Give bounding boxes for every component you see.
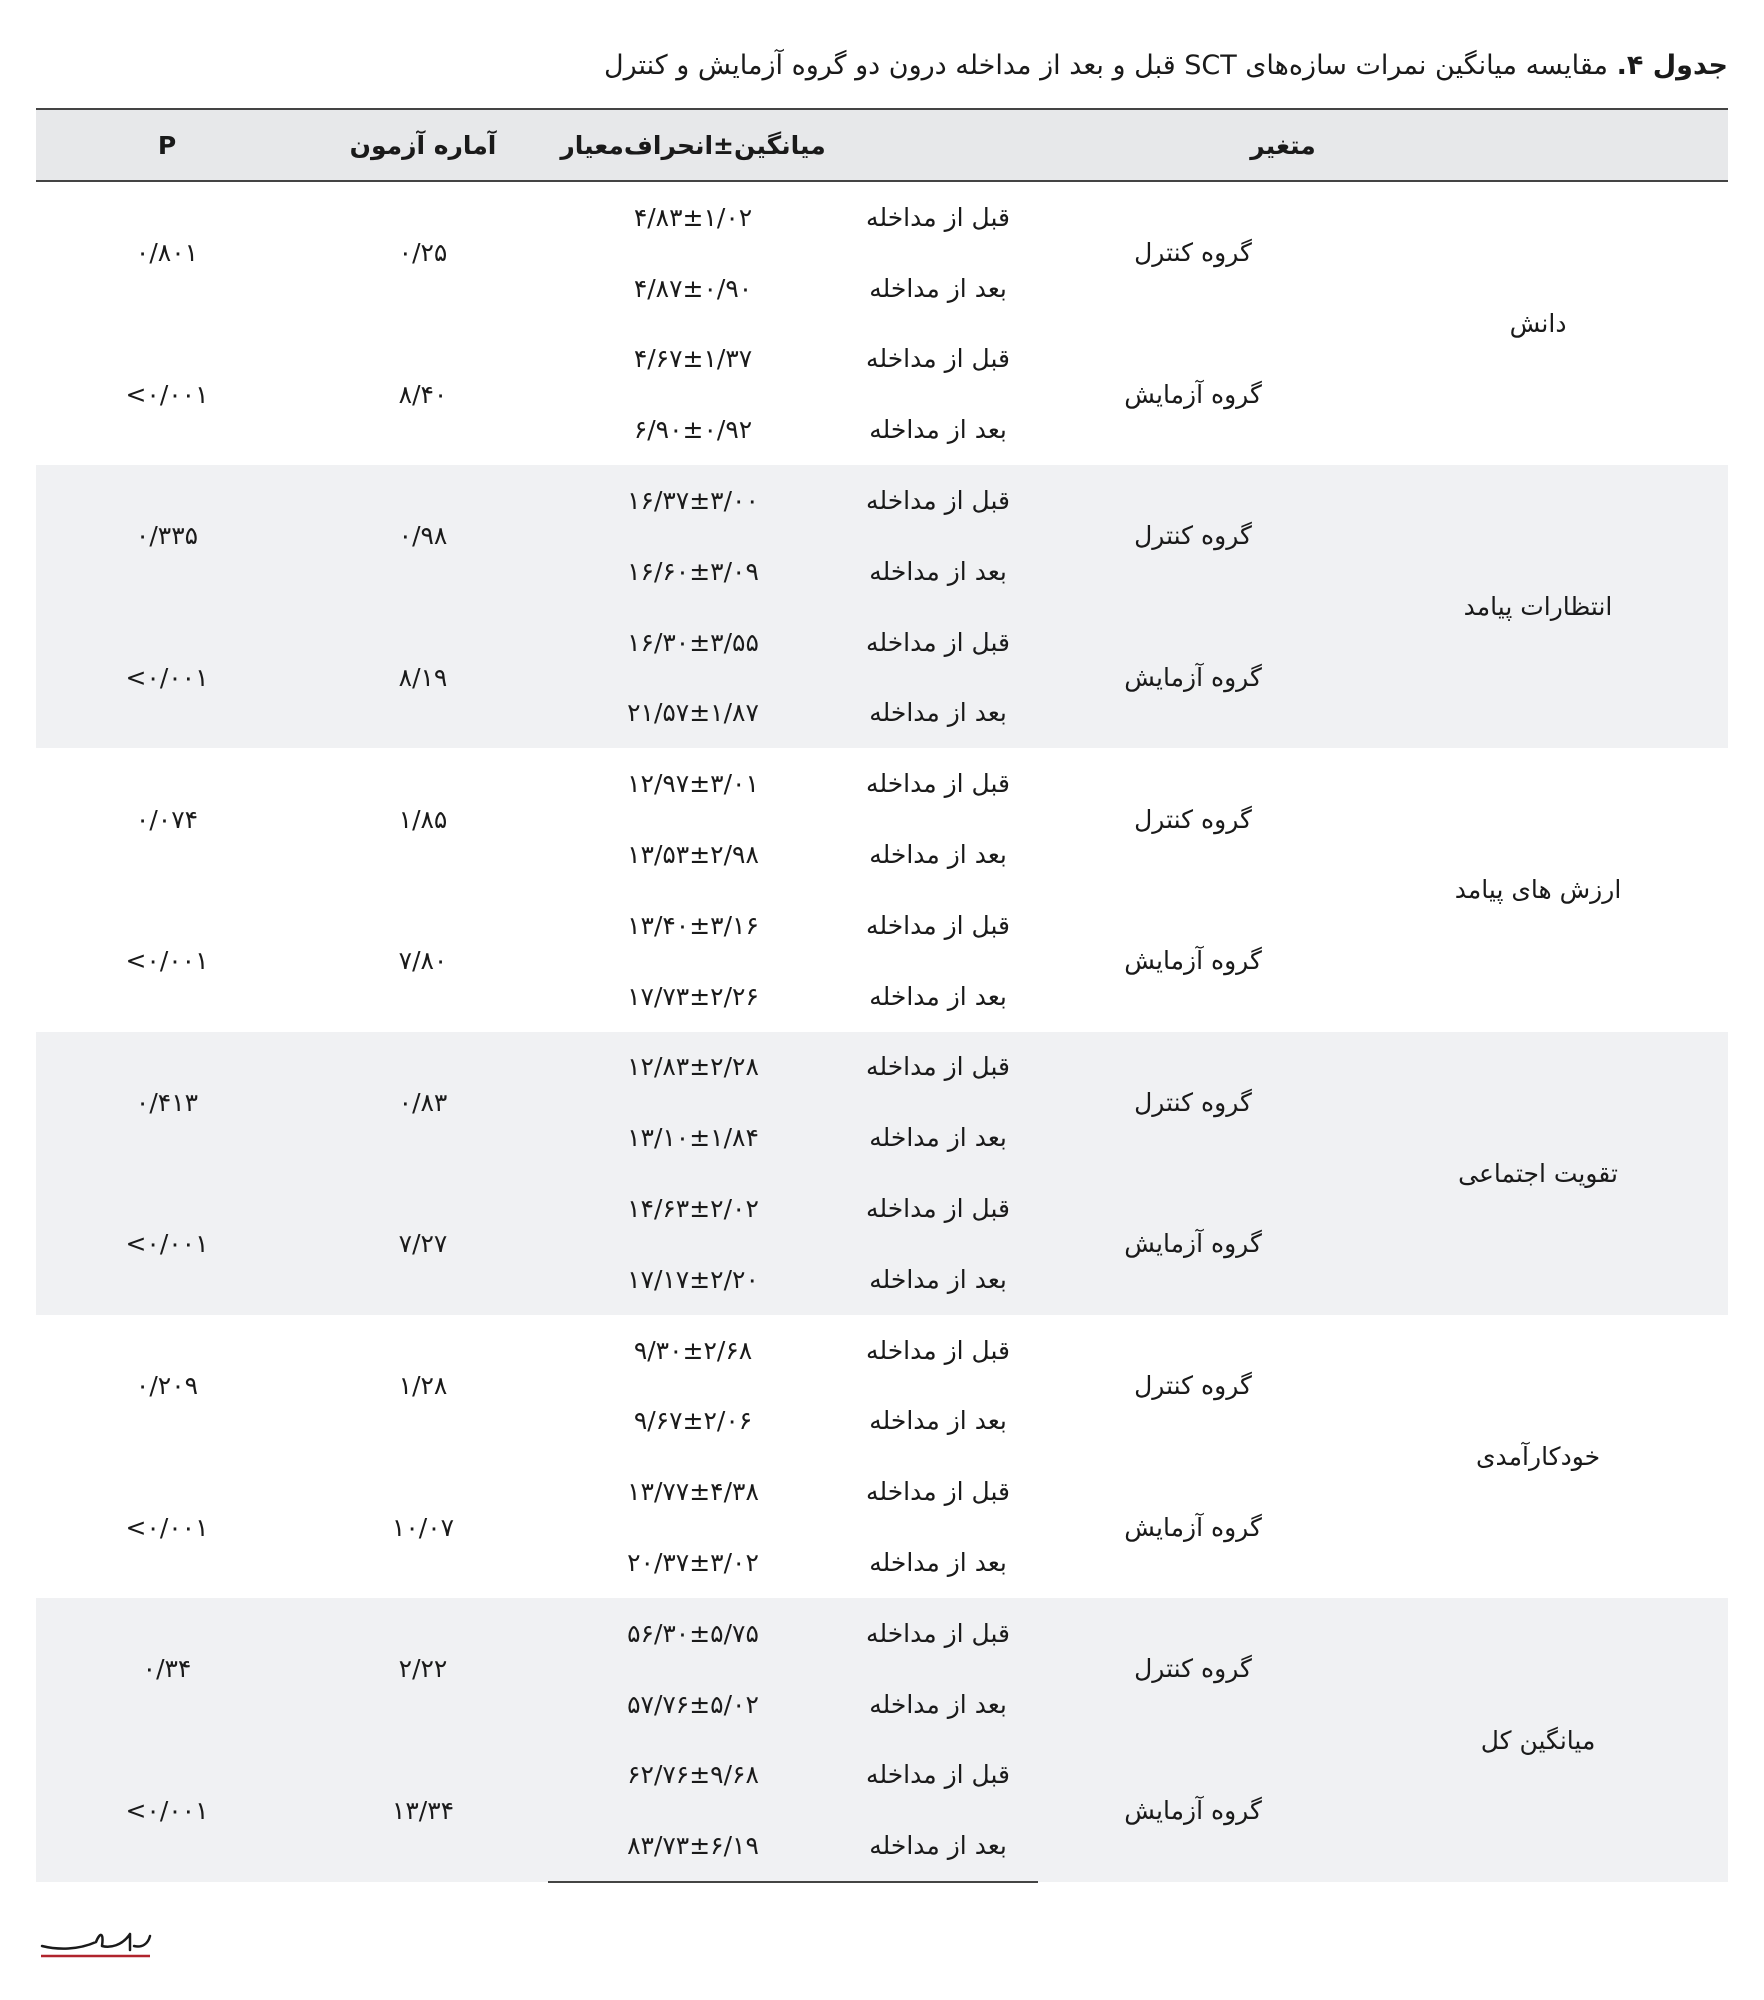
mean-sd-text: ۱۶/۶۰±۳/۰۹ bbox=[627, 556, 759, 586]
phase-label: بعد از مداخله bbox=[869, 415, 1007, 445]
table-row bbox=[36, 1032, 1728, 1103]
mean-sd-value bbox=[548, 1315, 838, 1386]
test-statistic: ۱۳/۳۴ bbox=[298, 1740, 548, 1883]
table-header-row bbox=[36, 109, 1728, 181]
p-value bbox=[36, 1456, 298, 1598]
test-statistic: ۱۰/۰۷ bbox=[391, 1512, 455, 1542]
p-value bbox=[36, 1315, 298, 1457]
phase-label: قبل از مداخله bbox=[866, 202, 1010, 232]
mean-sd-value bbox=[548, 890, 838, 961]
phase-label: قبل از مداخله bbox=[866, 769, 1010, 799]
p-value bbox=[36, 1740, 298, 1883]
p-value bbox=[36, 181, 298, 324]
variable-name: میانگین کل bbox=[1348, 1598, 1728, 1882]
group-name: گروه کنترل bbox=[1134, 238, 1252, 268]
phase-label: قبل از مداخله bbox=[838, 1598, 1038, 1669]
phase-label: بعد از مداخله bbox=[838, 536, 1038, 607]
phase-label: قبل از مداخله bbox=[866, 344, 1010, 374]
variable-name: خودکارآمدی bbox=[1475, 1441, 1601, 1471]
phase-label: بعد از مداخله bbox=[869, 981, 1007, 1011]
p-value-text: <۰/۰۰۱ bbox=[125, 1796, 209, 1826]
variable-name: انتظارات پیامد bbox=[1348, 465, 1728, 748]
group-name: گروه آزمایش bbox=[1038, 1740, 1348, 1883]
group-name: گروه آزمایش bbox=[1124, 946, 1262, 976]
phase-label: قبل از مداخله bbox=[838, 465, 1038, 536]
mean-sd-text: ۵۷/۷۶±۵/۰۲ bbox=[627, 1689, 759, 1719]
phase-label: قبل از مداخله bbox=[838, 1173, 1038, 1244]
mean-sd-value bbox=[548, 1740, 838, 1811]
header-test-stat: آماره آزمون bbox=[298, 109, 548, 181]
p-value bbox=[36, 1173, 298, 1315]
group-name: گروه آزمایش bbox=[1038, 1173, 1348, 1315]
p-value-text: ۰/۲۰۹ bbox=[135, 1371, 199, 1401]
salmand-journal-logo bbox=[38, 1916, 158, 1966]
p-value-text: ۰/۳۳۵ bbox=[135, 521, 199, 551]
test-statistic: ۸/۴۰ bbox=[398, 379, 448, 409]
mean-sd-value bbox=[548, 536, 838, 607]
p-value-text: <۰/۰۰۱ bbox=[125, 946, 209, 976]
test-statistic: ۰/۲۵ bbox=[398, 238, 448, 268]
mean-sd-text: ۱۶/۳۷±۳/۰۰ bbox=[627, 486, 759, 516]
test-statistic: ۰/۹۸ bbox=[298, 465, 548, 607]
results-table bbox=[36, 108, 1728, 1883]
phase-label: قبل از مداخله bbox=[838, 1740, 1038, 1811]
mean-sd-text: ۱۳/۷۷±۴/۳۸ bbox=[627, 1477, 759, 1507]
group-name: گروه کنترل bbox=[1038, 1032, 1348, 1174]
phase-label: بعد از مداخله bbox=[838, 1102, 1038, 1173]
header-p: P bbox=[36, 109, 298, 181]
caption-text: مقایسه میانگین نمرات سازه‌های SCT قبل و بعد از مداخله درون دو گروه آزمایش و کنترل bbox=[603, 50, 1617, 81]
p-value-text: <۰/۰۰۱ bbox=[125, 1229, 209, 1259]
phase-label: بعد از مداخله bbox=[869, 1548, 1007, 1578]
mean-sd-text: ۶۲/۷۶±۹/۶۸ bbox=[627, 1760, 759, 1790]
phase-label: بعد از مداخله bbox=[838, 678, 1038, 749]
phase-label: بعد از مداخله bbox=[869, 1406, 1007, 1436]
test-statistic: ۲/۲۲ bbox=[298, 1598, 548, 1740]
mean-sd-value bbox=[548, 1032, 838, 1103]
mean-sd-text: ۴/۸۷±۰/۹۰ bbox=[633, 273, 753, 303]
mean-sd-text: ۱۳/۴۰±۳/۱۶ bbox=[627, 910, 759, 940]
mean-sd-value bbox=[548, 181, 838, 253]
mean-sd-value bbox=[548, 748, 838, 819]
p-value bbox=[36, 465, 298, 607]
table-row bbox=[36, 748, 1728, 819]
mean-sd-value bbox=[548, 1173, 838, 1244]
phase-label: قبل از مداخله bbox=[866, 1335, 1010, 1365]
p-value-text: ۰/۸۰۱ bbox=[135, 238, 199, 268]
group-name: گروه کنترل bbox=[1038, 1598, 1348, 1740]
group-name: گروه آزمایش bbox=[1124, 379, 1262, 409]
mean-sd-value bbox=[548, 1244, 838, 1315]
variable-name: ارزش های پیامد bbox=[1454, 875, 1622, 905]
table-row bbox=[36, 1598, 1728, 1669]
phase-label: بعد از مداخله bbox=[869, 840, 1007, 870]
p-value bbox=[36, 890, 298, 1032]
table-caption bbox=[36, 44, 1728, 88]
table-row bbox=[36, 465, 1728, 536]
group-name: گروه کنترل bbox=[1134, 1371, 1252, 1401]
p-value bbox=[36, 1032, 298, 1174]
p-value-text: ۰/۰۷۴ bbox=[135, 804, 199, 834]
p-value-text: <۰/۰۰۱ bbox=[125, 379, 209, 409]
mean-sd-value bbox=[548, 1810, 838, 1882]
mean-sd-value bbox=[548, 1598, 838, 1669]
variable-name: دانش bbox=[1509, 309, 1567, 339]
mean-sd-text: ۱۳/۵۳±۲/۹۸ bbox=[627, 840, 759, 870]
mean-sd-text: ۱۳/۱۰±۱/۸۴ bbox=[627, 1123, 759, 1153]
phase-label: قبل از مداخله bbox=[866, 910, 1010, 940]
mean-sd-text: ۱۲/۸۳±۲/۲۸ bbox=[627, 1052, 759, 1082]
phase-label: بعد از مداخله bbox=[838, 1244, 1038, 1315]
p-value-text: ۰/۳۴ bbox=[142, 1654, 192, 1684]
mean-sd-text: ۹/۳۰±۲/۶۸ bbox=[633, 1335, 753, 1365]
mean-sd-text: ۴/۸۳±۱/۰۲ bbox=[633, 202, 753, 232]
mean-sd-text: ۱۷/۱۷±۲/۲۰ bbox=[627, 1264, 759, 1294]
test-statistic: ۷/۲۷ bbox=[298, 1173, 548, 1315]
p-value bbox=[36, 324, 298, 466]
mean-sd-value bbox=[548, 465, 838, 536]
phase-label: بعد از مداخله bbox=[838, 1669, 1038, 1740]
p-value-text: ۰/۴۱۳ bbox=[135, 1087, 199, 1117]
mean-sd-value bbox=[548, 1386, 838, 1457]
test-statistic: ۱/۸۵ bbox=[398, 804, 448, 834]
mean-sd-value bbox=[548, 324, 838, 395]
mean-sd-value bbox=[548, 819, 838, 890]
mean-sd-value bbox=[548, 961, 838, 1032]
mean-sd-text: ۲۱/۵۷±۱/۸۷ bbox=[627, 698, 759, 728]
table-body bbox=[36, 181, 1728, 1882]
mean-sd-value bbox=[548, 1456, 838, 1527]
mean-sd-value bbox=[548, 1102, 838, 1173]
group-name: گروه آزمایش bbox=[1124, 1512, 1262, 1542]
mean-sd-text: ۹/۶۷±۲/۰۶ bbox=[633, 1406, 753, 1436]
mean-sd-text: ۱۶/۳۰±۳/۵۵ bbox=[627, 627, 759, 657]
test-statistic: ۸/۱۹ bbox=[298, 607, 548, 749]
p-value bbox=[36, 748, 298, 890]
mean-sd-text: ۴/۶۷±۱/۳۷ bbox=[633, 344, 753, 374]
mean-sd-text: ۱۷/۷۳±۲/۲۶ bbox=[627, 981, 759, 1011]
phase-label: قبل از مداخله bbox=[838, 607, 1038, 678]
phase-label: قبل از مداخله bbox=[866, 1477, 1010, 1507]
caption-label: جدول ۴. bbox=[1616, 50, 1728, 81]
mean-sd-text: ۶/۹۰±۰/۹۲ bbox=[633, 415, 753, 445]
results-table-container bbox=[36, 108, 1728, 1883]
p-value-text: <۰/۰۰۱ bbox=[125, 663, 209, 693]
group-name: گروه کنترل bbox=[1134, 804, 1252, 834]
mean-sd-text: ۱۲/۹۷±۳/۰۱ bbox=[627, 769, 759, 799]
test-statistic: ۱/۲۸ bbox=[398, 1371, 448, 1401]
mean-sd-value bbox=[548, 607, 838, 678]
header-variable: متغیر bbox=[838, 109, 1728, 181]
mean-sd-value bbox=[548, 1669, 838, 1740]
phase-label: قبل از مداخله bbox=[838, 1032, 1038, 1103]
table-row bbox=[36, 1315, 1728, 1386]
p-value bbox=[36, 607, 298, 749]
p-value-text: <۰/۰۰۱ bbox=[125, 1512, 209, 1542]
test-statistic: ۷/۸۰ bbox=[398, 946, 448, 976]
mean-sd-text: ۲۰/۳۷±۳/۰۲ bbox=[627, 1548, 759, 1578]
mean-sd-value bbox=[548, 253, 838, 324]
mean-sd-text: ۱۴/۶۳±۲/۰۲ bbox=[627, 1194, 759, 1224]
phase-label: بعد از مداخله bbox=[869, 273, 1007, 303]
variable-name: تقویت اجتماعی bbox=[1348, 1032, 1728, 1315]
table-row bbox=[36, 181, 1728, 253]
p-value bbox=[36, 1598, 298, 1740]
header-mean-sd: میانگین±انحراف‌معیار bbox=[548, 109, 838, 181]
group-name: گروه کنترل bbox=[1038, 465, 1348, 607]
group-name: گروه آزمایش bbox=[1038, 607, 1348, 749]
mean-sd-text: ۵۶/۳۰±۵/۷۵ bbox=[627, 1618, 759, 1648]
mean-sd-value bbox=[548, 394, 838, 465]
mean-sd-value bbox=[548, 1527, 838, 1598]
mean-sd-text: ۸۳/۷۳±۶/۱۹ bbox=[627, 1831, 759, 1861]
mean-sd-value bbox=[548, 678, 838, 749]
phase-label: بعد از مداخله bbox=[838, 1810, 1038, 1882]
test-statistic: ۰/۸۳ bbox=[298, 1032, 548, 1174]
